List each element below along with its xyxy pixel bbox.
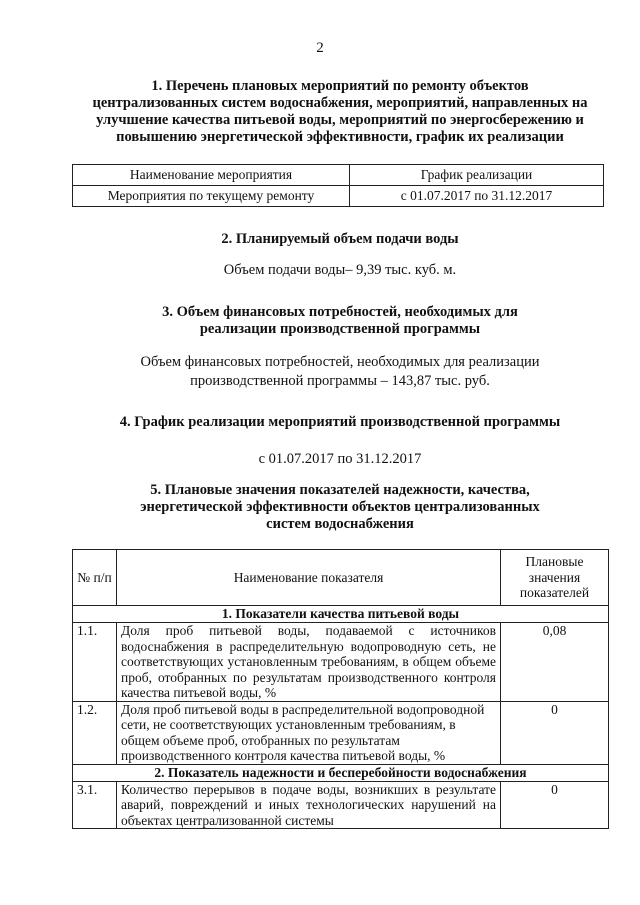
group-row (73, 764, 609, 781)
section2-text: Объем подачи воды– 9,39 тыс. куб. м. (223, 262, 457, 278)
section1-heading-line: централизованных систем водоснабжения, мероприятий, направленных на (92, 95, 588, 111)
section3-heading-line: 3. Объем финансовых потребностей, необходимых для (162, 304, 518, 320)
row-description: Доля проб питьевой воды в распределительной водопроводной сети, не соответствующих установленным требованиям, в общем объеме проб, отобранных по результатам производственного контроля качества питьевой воды, % (117, 701, 501, 764)
page-number: 2 (316, 40, 324, 56)
group-title: 1. Показатели качества питьевой воды (73, 606, 609, 623)
section3-text (60, 353, 620, 391)
header-num: № п/п (73, 550, 117, 606)
section4-text: с 01.07.2017 по 31.12.2017 (258, 451, 422, 467)
table-header-row (73, 550, 609, 606)
row-number: 1.2. (73, 701, 117, 764)
section3-text-line: Объем финансовых потребностей, необходимых для реализации (140, 354, 540, 370)
row-number: 1.1. (73, 623, 117, 702)
row-value: 0,08 (501, 623, 609, 702)
section5-heading-line: энергетической эффективности объектов централизованных (140, 499, 540, 515)
row-description: Количество перерывов в подаче воды, возникших в результате аварий, повреждений и иных технологических нарушений на объектах централизованной системы (117, 781, 501, 829)
section3-heading-line: реализации производственной программы (199, 321, 481, 337)
header-name: Наименование показателя (117, 550, 501, 606)
section4-heading: 4. График реализации мероприятий производственной программы (119, 414, 561, 430)
section5-heading-line: 5. Плановые значения показателей надежности, качества, (150, 482, 530, 498)
section3-text-line: производственной программы – 143,87 тыс. руб. (190, 373, 490, 389)
events-table (72, 164, 604, 207)
table-header-row (73, 165, 604, 186)
header-cell: Наименование мероприятия (73, 165, 350, 186)
row-value: 0 (501, 701, 609, 764)
section1-heading (60, 78, 620, 146)
table-cell: Мероприятия по текущему ремонту (73, 186, 350, 207)
section5-heading-line: систем водоснабжения (266, 516, 414, 532)
section1-heading-line: улучшение качества питьевой воды, мероприятий по энергосбережению и (96, 112, 584, 128)
section5-heading (60, 482, 620, 533)
section2-heading: 2. Планируемый объем подачи воды (221, 231, 459, 247)
section1-heading-line: повышению энергетической эффективности, график их реализации (116, 129, 564, 145)
row-description: Доля проб питьевой воды, подаваемой с источников водоснабжения в распределительную водопроводную сеть, не соответствующих установленным требованиям, в общем объеме проб, отобранных по результатам производственного контроля качества питьевой воды, % (117, 623, 501, 702)
table-row (73, 781, 609, 829)
group-title: 2. Показатель надежности и бесперебойности водоснабжения (73, 764, 609, 781)
row-value: 0 (501, 781, 609, 829)
row-number: 3.1. (73, 781, 117, 829)
table-row (73, 623, 609, 702)
header-cell: График реализации (350, 165, 604, 186)
header-value: Плановые значения показателей (501, 550, 609, 606)
table-cell: с 01.07.2017 по 31.12.2017 (350, 186, 604, 207)
indicators-table (72, 549, 609, 829)
section3-heading (60, 304, 620, 338)
table-row (73, 701, 609, 764)
group-row (73, 606, 609, 623)
section1-heading-line: 1. Перечень плановых мероприятий по ремонту объектов (151, 78, 529, 94)
table-row (73, 186, 604, 207)
